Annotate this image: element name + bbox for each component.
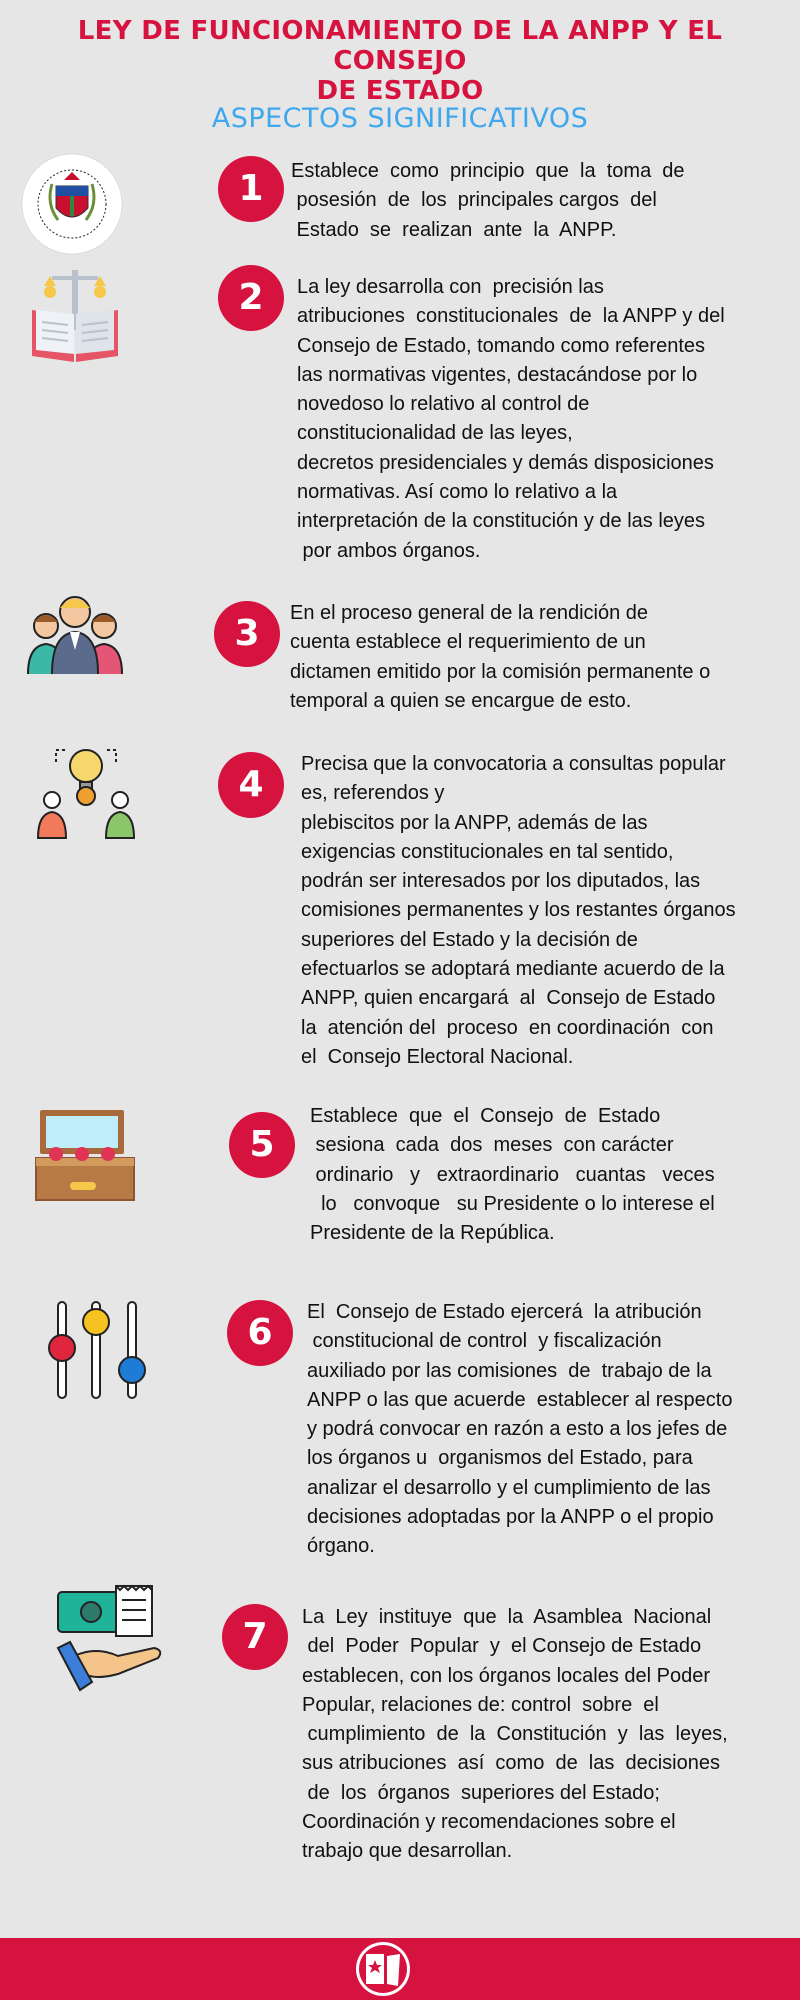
assembly-seal-icon (18, 150, 126, 258)
text-line: es, referendos y (301, 782, 445, 805)
text-line: normativas. Así como lo relativo a la (297, 481, 618, 504)
text-line: La Ley instituye que la Asamblea Nacional (302, 1606, 712, 1628)
text-line: Estado se realizan ante la ANPP. (291, 218, 617, 241)
text-line: El Consejo de Estado ejercerá la atribución (307, 1301, 702, 1323)
text-line: cumplimiento de la Constitución y las leyes, (302, 1723, 728, 1746)
text-line: posesión de los principales cargos del (291, 189, 657, 212)
text-line: constitucionalidad de las leyes, (297, 422, 573, 445)
item-text-7 (302, 1603, 792, 1867)
control-sliders-icon (46, 1298, 150, 1402)
text-line: del Poder Popular y el Consejo de Estado (302, 1635, 702, 1658)
text-line: comisiones permanentes y los restantes órganos (301, 899, 736, 922)
text-line: exigencias constitucionales en tal sentido, (301, 840, 674, 863)
text-line: Precisa que la convocatoria a consultas popular (301, 753, 726, 775)
text-line: Consejo de Estado, tomando como referentes (297, 334, 706, 357)
text-line: de los órganos superiores del Estado; (302, 1781, 660, 1804)
text-line: temporal a quien se encargue de esto. (290, 689, 632, 712)
title-line-1: LEY DE FUNCIONAMIENTO DE LA ANPP Y EL CONSEJO (77, 16, 723, 76)
page-subtitle: ASPECTOS SIGNIFICATIVOS (211, 103, 589, 134)
text-line: la atención del proceso en coordinación con (301, 1016, 714, 1039)
party-emblem-icon (354, 1940, 412, 1998)
title-line-2: DE ESTADO (316, 76, 484, 106)
text-line: La ley desarrolla con precisión las (297, 276, 604, 298)
text-line: Coordinación y recomendaciones sobre el (302, 1811, 676, 1834)
text-line: órgano. (307, 1535, 375, 1558)
text-line: podrán ser interesados por los diputados, las (301, 870, 701, 893)
text-line: el Consejo Electoral Nacional. (301, 1045, 574, 1068)
item-text-5 (310, 1102, 800, 1248)
idea-consultation-icon (36, 742, 136, 840)
text-line: establecen, con los órganos locales del Poder (302, 1664, 711, 1687)
text-line: constitucional de control y fiscalización (307, 1330, 662, 1353)
text-line: ANPP o las que acuerde establecer al respecto (307, 1388, 733, 1411)
text-line: novedoso lo relativo al control de (297, 393, 590, 416)
hand-money-receipt-icon (56, 1584, 166, 1694)
item-text-2 (297, 273, 787, 566)
text-line: Presidente de la República. (310, 1222, 555, 1245)
item-number-5: 5 (229, 1112, 295, 1178)
text-line: los órganos u organismos del Estado, para (307, 1447, 693, 1470)
text-line: sus atribuciones así como de las decisiones (302, 1752, 720, 1775)
text-line: plebiscitos por la ANPP, además de las (301, 811, 648, 834)
law-book-scales-icon (28, 270, 122, 366)
text-line: y podrá convocar en razón a esto a los jefes de (307, 1418, 728, 1441)
text-line: ANPP, quien encargará al Consejo de Estado (301, 987, 716, 1010)
item-text-6 (307, 1298, 797, 1562)
text-line: Establece como principio que la toma de (291, 160, 685, 182)
text-line: Popular, relaciones de: control sobre el (302, 1693, 659, 1716)
item-text-1 (291, 157, 781, 245)
text-line: dictamen emitido por la comisión permanente o (290, 660, 711, 683)
item-text-3 (290, 599, 780, 716)
text-line: efectuarlos se adoptará mediante acuerdo de la (301, 958, 725, 981)
text-line: cuenta establece el requerimiento de un (290, 631, 646, 654)
item-number-3: 3 (214, 601, 280, 667)
item-number-2: 2 (218, 265, 284, 331)
text-line: Establece que el Consejo de Estado (310, 1105, 661, 1127)
page-title (30, 16, 770, 106)
meeting-board-icon (34, 1108, 136, 1202)
item-number-1: 1 (218, 156, 284, 222)
text-line: decisiones adoptadas por la ANPP o el propio (307, 1506, 714, 1529)
text-line: trabajo que desarrollan. (302, 1840, 513, 1863)
item-number-4: 4 (218, 752, 284, 818)
text-line: En el proceso general de la rendición de (290, 602, 649, 624)
text-line: sesiona cada dos meses con carácter (310, 1134, 674, 1157)
text-line: analizar el desarrollo y el cumplimiento de las (307, 1476, 711, 1499)
text-line: interpretación de la constitución y de las leyes (297, 510, 706, 533)
item-number-7: 7 (222, 1604, 288, 1670)
text-line: atribuciones constitucionales de la ANPP y del (297, 305, 725, 328)
text-line: lo convoque su Presidente o lo interese el (310, 1192, 715, 1215)
item-text-4 (301, 750, 791, 1072)
text-line: las normativas vigentes, destacándose por lo (297, 363, 698, 386)
text-line: por ambos órganos. (297, 539, 481, 562)
item-number-6: 6 (227, 1300, 293, 1366)
people-group-icon (26, 590, 124, 676)
text-line: auxiliado por las comisiones de trabajo de la (307, 1359, 712, 1382)
text-line: superiores del Estado y la decisión de (301, 928, 638, 951)
text-line: decretos presidenciales y demás disposiciones (297, 451, 714, 474)
text-line: ordinario y extraordinario cuantas veces (310, 1163, 715, 1186)
